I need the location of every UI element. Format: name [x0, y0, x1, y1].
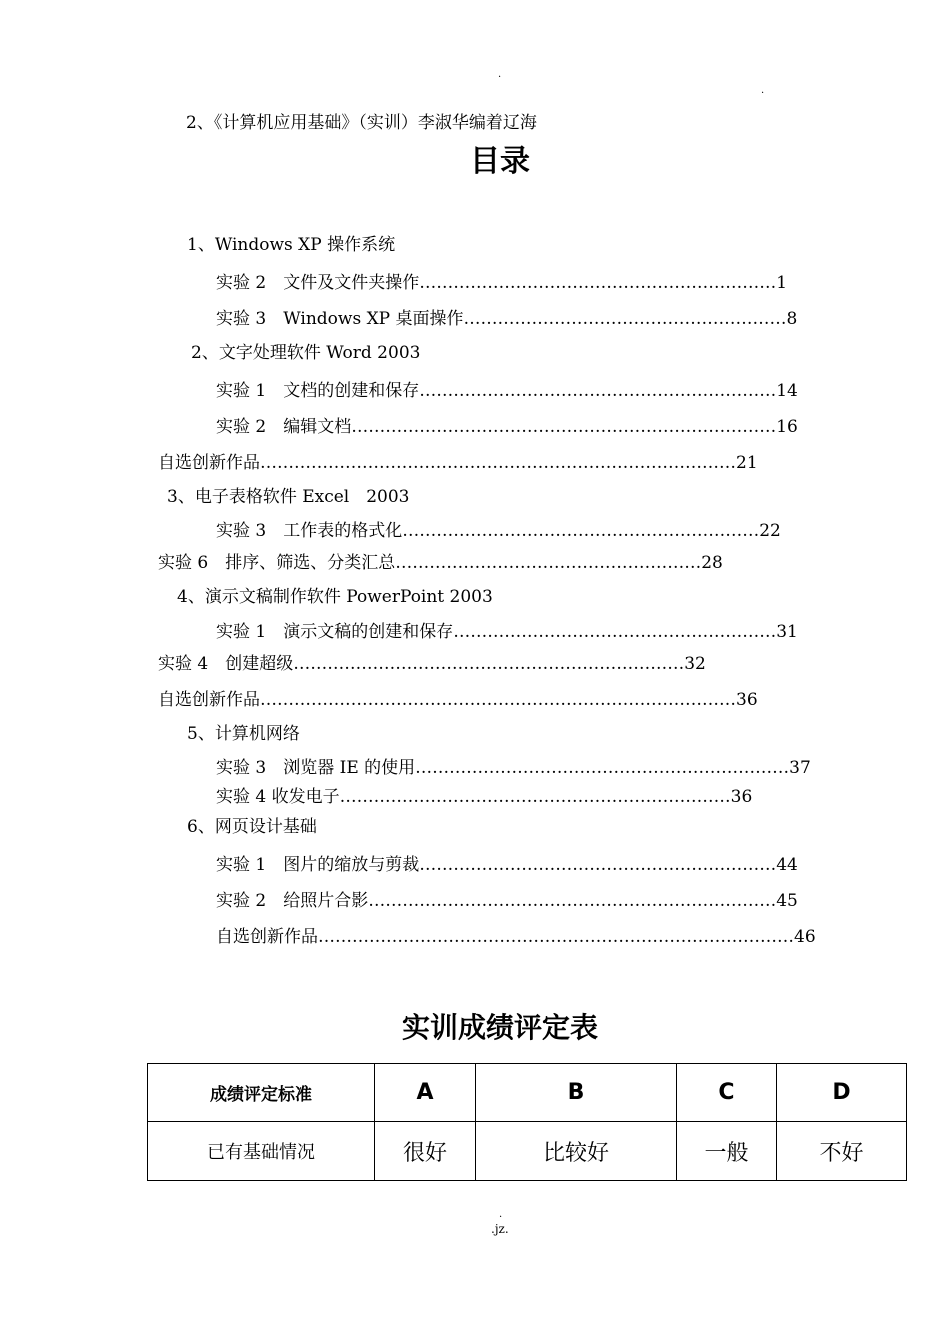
toc-entry-label: 实验 1 文档的创建和保存: [216, 381, 420, 401]
row-value-a: 很好: [375, 1122, 476, 1181]
toc-leader: ………………………………………………………: [402, 521, 760, 541]
toc-entry[interactable]: [158, 649, 706, 674]
toc-entry-label: 实验 1 图片的缩放与剪裁: [216, 855, 420, 875]
toc-leader: ………………………………………………………: [419, 381, 777, 401]
toc-leader: …………………………………………………………………………: [260, 690, 736, 710]
toc-leader: ……………………………………………………………: [293, 654, 685, 674]
toc-entry-page: 8: [786, 309, 798, 329]
toc-leader: …………………………………………………………: [415, 758, 790, 778]
toc-entry-label: 自选创新作品: [216, 927, 318, 947]
toc-leader: ………………………………………………………: [419, 273, 777, 293]
row-value-d: 不好: [777, 1122, 907, 1181]
toc-leader: ………………………………………………: [395, 553, 702, 573]
toc-entry[interactable]: [216, 886, 798, 911]
toc-section-network: 5、计算机网络: [187, 724, 300, 744]
toc-section-excel: 3、电子表格软件 Excel 2003: [167, 487, 410, 507]
toc-entry-page: 44: [776, 855, 798, 875]
toc-entry[interactable]: [216, 304, 797, 329]
footer-text: .jz.: [491, 1222, 509, 1236]
toc-entry-label: 实验 2 文件及文件夹操作: [216, 273, 420, 293]
toc-entry[interactable]: [216, 753, 811, 778]
toc-entry-page: 36: [730, 787, 753, 807]
toc-entry[interactable]: [216, 922, 816, 947]
toc-leader: …………………………………………………………………: [351, 417, 777, 437]
row-criteria-cell: 已有基础情况: [148, 1122, 375, 1181]
toc-entry-label: 实验 2 编辑文档: [216, 417, 352, 437]
row-value-c: 一般: [677, 1122, 777, 1181]
toc-entry-label: 实验 4 收发电子: [216, 787, 340, 807]
toc-entry-label: 实验 2 给照片合影: [216, 891, 369, 911]
toc-entry-page: 14: [776, 381, 798, 401]
toc-entry-page: 45: [776, 891, 798, 911]
toc-entry[interactable]: [216, 376, 798, 401]
toc-entry[interactable]: [216, 850, 798, 875]
toc-entry-page: 32: [684, 654, 706, 674]
toc-leader: ……………………………………………………………: [339, 787, 731, 807]
toc-leader: …………………………………………………………………………: [260, 453, 736, 473]
toc-section-windows: 1、Windows XP 操作系统: [187, 235, 396, 255]
toc-entry-label: 实验 3 Windows XP 桌面操作: [216, 309, 464, 329]
header-grade-c: C: [677, 1064, 777, 1122]
grade-table-row: [148, 1122, 907, 1181]
toc-title: 目录: [470, 144, 530, 179]
toc-section-word: 2、文字处理软件 Word 2003: [191, 343, 421, 363]
toc-entry-page: 46: [794, 927, 816, 947]
toc-entry[interactable]: [216, 268, 787, 293]
toc-entry[interactable]: [216, 617, 798, 642]
header-grade-d: D: [777, 1064, 907, 1122]
toc-entry-page: 16: [776, 417, 798, 437]
grade-table-header-row: [148, 1064, 907, 1122]
toc-entry-page: 22: [759, 521, 781, 541]
toc-entry-page: 1: [776, 273, 788, 293]
toc-leader: …………………………………………………: [453, 622, 777, 642]
toc-entry-page: 28: [701, 553, 723, 573]
toc-entry-label: 自选创新作品: [158, 453, 260, 473]
footer-mark: .: [499, 1209, 503, 1220]
toc-entry[interactable]: [158, 548, 723, 573]
toc-section-powerpoint: 4、演示文稿制作软件 PowerPoint 2003: [177, 587, 493, 607]
toc-leader: …………………………………………………: [463, 309, 787, 329]
header-grade-b: B: [476, 1064, 677, 1122]
header-grade-a: A: [375, 1064, 476, 1122]
toc-entry-label: 自选创新作品: [158, 690, 260, 710]
toc-leader: ………………………………………………………………: [368, 891, 777, 911]
toc-entry-page: 21: [736, 453, 758, 473]
toc-entry[interactable]: [158, 685, 758, 710]
grade-table-title: 实训成绩评定表: [401, 1011, 598, 1044]
toc-entry[interactable]: [216, 516, 781, 541]
header-criteria-cell: 成绩评定标准: [148, 1064, 375, 1122]
toc-entry-label: 实验 3 工作表的格式化: [216, 521, 403, 541]
toc-entry-label: 实验 1 演示文稿的创建和保存: [216, 622, 454, 642]
header-mark-left: .: [498, 69, 502, 80]
toc-leader: ………………………………………………………: [419, 855, 777, 875]
toc-entry-page: 31: [776, 622, 798, 642]
row-value-b: 比较好: [476, 1122, 677, 1181]
reference-line: 2、《计算机应用基础》（实训）李淑华编着辽海: [186, 113, 537, 133]
toc-entry-label: 实验 6 排序、筛选、分类汇总: [158, 553, 396, 573]
toc-leader: …………………………………………………………………………: [318, 927, 794, 947]
toc-entry-label: 实验 3 浏览器 IE 的使用: [216, 758, 416, 778]
header-mark-right: .: [761, 85, 765, 96]
toc-section-web-design: 6、网页设计基础: [187, 817, 317, 837]
toc-entry[interactable]: [158, 448, 758, 473]
toc-entry[interactable]: [216, 782, 752, 807]
grade-table: [147, 1063, 907, 1181]
toc-entry-page: 36: [736, 690, 758, 710]
toc-entry-label: 实验 4 创建超级: [158, 654, 294, 674]
toc-entry[interactable]: [216, 412, 798, 437]
toc-entry-page: 37: [789, 758, 811, 778]
